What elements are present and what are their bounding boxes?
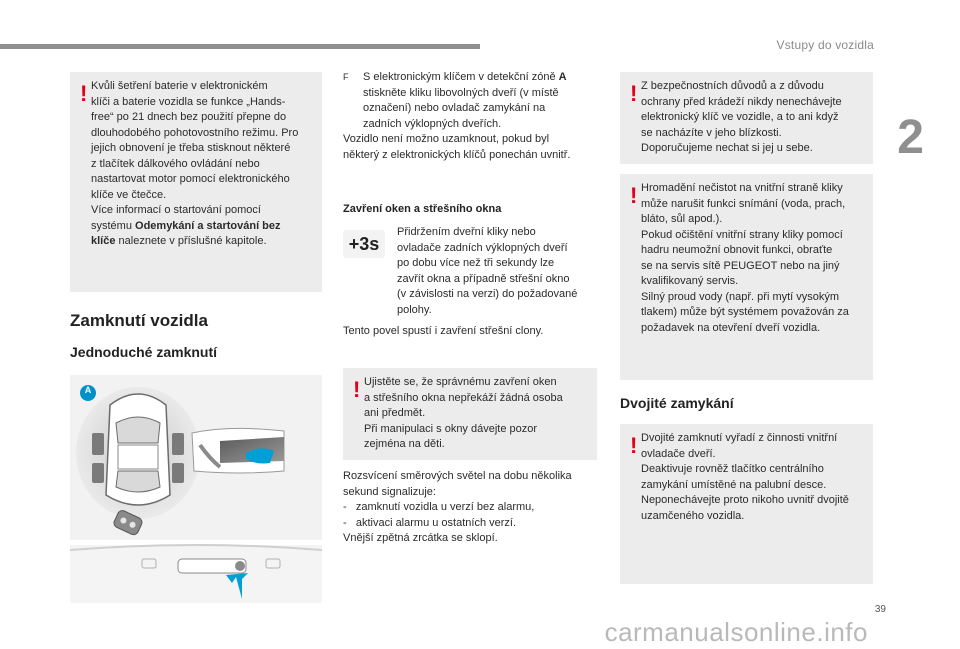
text-run <box>363 70 567 86</box>
text-run: naleznete v příslušné kapitole. <box>115 235 267 247</box>
text-line <box>91 234 314 250</box>
text-line: zavřít okna a případně střešní okno <box>397 272 570 285</box>
text-line: se na servis sítě PEUGEOT nebo na jiný <box>641 259 840 272</box>
text-line: Ujistěte se, že správnému zavření oken <box>364 376 557 388</box>
warning-exclamation-icon: ! <box>80 81 88 106</box>
text-line: klíči a baterie vozidla se funkce „Hands- <box>91 95 286 108</box>
text-line: ovladače zadních výklopných dveří <box>397 241 568 254</box>
text-line: free“ po 21 dnech bez použití přepne do <box>91 111 287 123</box>
text-line: sekund signalizuje: <box>343 485 436 498</box>
text-line: klíče ve čtečce. <box>91 188 167 201</box>
text-line: (v závislosti na verzi) do požadované <box>397 288 578 300</box>
zone-a-label: A <box>84 385 92 395</box>
text-line: Silný proud vody (např. při mytí vysokým <box>641 290 840 303</box>
header-rule <box>0 44 480 49</box>
text-line: některý z elektronických klíčů ponechán uvnitř. <box>343 148 571 161</box>
windows-closing-title: Zavření oken a střešního okna <box>343 203 502 215</box>
keyless-link-text: klíče <box>91 235 116 247</box>
chapter-number: 2 <box>897 111 924 164</box>
text-line: z tlačítek dálkového ovládání nebo <box>91 157 260 170</box>
text-line: Vozidlo není možno uzamknout, pokud byl <box>343 133 550 145</box>
text-line: Kvůli šetření baterie v elektronickém <box>91 80 268 92</box>
text-line: elektronický klíč ve vozidle, a to ani když <box>641 111 839 123</box>
text-line: Přidržením dveřní kliky nebo <box>397 226 536 238</box>
text-line: kvalifikovaný servis. <box>641 275 739 287</box>
blind-closing-text: Tento povel spustí i zavření střešní clony. <box>343 325 544 337</box>
double-locking-title: Dvojité zamykání <box>620 395 734 411</box>
section-title: Zamknutí vozidla <box>70 311 208 330</box>
text-line: Z bezpečnostních důvodů a z důvodu <box>641 80 824 92</box>
text-line: tlakem) může být systémem považován za <box>641 306 849 318</box>
text-line: bláto, sůl apod.). <box>641 213 723 225</box>
text-line: - zamknutí vozidla u verzí bez alarmu, <box>343 501 535 513</box>
left-warning-text <box>91 79 314 250</box>
page-number: 39 <box>874 604 886 615</box>
right-warning-text-keys <box>641 79 865 157</box>
text-line: zamykání umístěné na palubní desce. <box>641 478 827 491</box>
warning-exclamation-icon: ! <box>353 377 361 402</box>
text-line <box>91 219 314 235</box>
text-line: hadru neumožní obnovit funkci, obraťte <box>641 244 833 256</box>
section-header-title: Vstupy do vozidla <box>776 38 874 52</box>
text-line: může narušit funkci snímání (voda, prach, <box>641 197 846 210</box>
text-line: zadních výklopných dveřích. <box>363 117 502 130</box>
text-run: S elektronickým klíčem v detekční zóně <box>363 71 559 83</box>
signal-text <box>343 469 605 547</box>
zone-reference: A <box>558 71 567 83</box>
text-line: označení) nebo ovladač zamykání na <box>363 102 546 114</box>
text-line: Více informací o startování pomocí <box>91 204 261 216</box>
right-warning-text-double <box>641 431 865 524</box>
text-line: Hromadění nečistot na vnitřní straně kliky <box>641 182 843 194</box>
windows-closing-text <box>397 225 607 318</box>
text-line: jejich obnovení je třeba stisknout některé <box>91 142 291 154</box>
subsection-title: Jednoduché zamknutí <box>70 344 218 360</box>
text-line: se nacházíte v jeho blízkosti. <box>641 126 782 139</box>
text-line: ovladače dveří. <box>641 447 716 460</box>
warning-exclamation-icon: ! <box>630 433 638 458</box>
text-line: po dobu více než tři sekundy lze <box>397 257 555 269</box>
text-line: Rozsvícení směrových světel na dobu několika <box>343 470 572 482</box>
text-line: uzamčeného vozidla. <box>641 509 745 522</box>
text-line: stiskněte kliku libovolných dveří (v místě <box>363 86 559 99</box>
text-line: Dvojité zamknutí vyřadí z činnosti vnitřní <box>641 432 838 444</box>
three-seconds-label: +3s <box>348 233 380 254</box>
warning-exclamation-icon: ! <box>630 81 638 106</box>
watermark: carmanualsonline.info <box>604 617 868 647</box>
keyless-link-text: Odemykání a startování bez <box>135 219 281 232</box>
bullet-arrow-icon: F <box>343 72 349 82</box>
text-line: Při manipulaci s okny dávejte pozor <box>364 422 538 435</box>
car-detection-zone-diagram <box>70 375 322 603</box>
right-warning-note-keys <box>620 72 873 164</box>
right-warning-note-double <box>620 424 873 584</box>
text-line: polohy. <box>397 303 432 316</box>
text-line: zejména na děti. <box>364 438 445 450</box>
middle-warning-note <box>343 368 597 460</box>
left-warning-note <box>70 72 322 292</box>
text-line: dlouhodobého pohotovostního režimu. Pro <box>91 126 299 139</box>
lock-instruction <box>343 70 605 163</box>
text-line: Deaktivuje rovněž tlačítko centrálního <box>641 463 824 475</box>
three-seconds-icon <box>343 230 385 258</box>
text-line: a střešního okna nepřekáží žádná osoba <box>364 391 563 404</box>
text-line: Pokud očištění vnitřní strany kliky pomocí <box>641 228 843 241</box>
text-line: nastartovat motor pomocí elektronického <box>91 173 290 185</box>
right-warning-text-dirt <box>641 181 865 336</box>
warning-exclamation-icon: ! <box>630 183 638 208</box>
bullet-line <box>343 70 605 86</box>
lock-illustration <box>70 375 322 603</box>
text-run: systému <box>91 219 136 232</box>
text-line: požadavek na otevření dveří vozidla. <box>641 321 821 334</box>
right-warning-note-dirt <box>620 174 873 380</box>
text-line: ani předmět. <box>364 407 426 419</box>
text-line: Doporučujeme nechat si jej u sebe. <box>641 142 813 154</box>
text-line: ochrany před krádeží nikdy nenechávejte <box>641 95 842 108</box>
text-line: Neponechávejte proto nikoho uvnitř dvojitě <box>641 494 849 506</box>
text-line: - aktivaci alarmu u ostatních verzí. <box>343 516 517 529</box>
middle-warning-text <box>364 375 589 453</box>
text-line: Vnější zpětná zrcátka se sklopí. <box>343 532 498 544</box>
